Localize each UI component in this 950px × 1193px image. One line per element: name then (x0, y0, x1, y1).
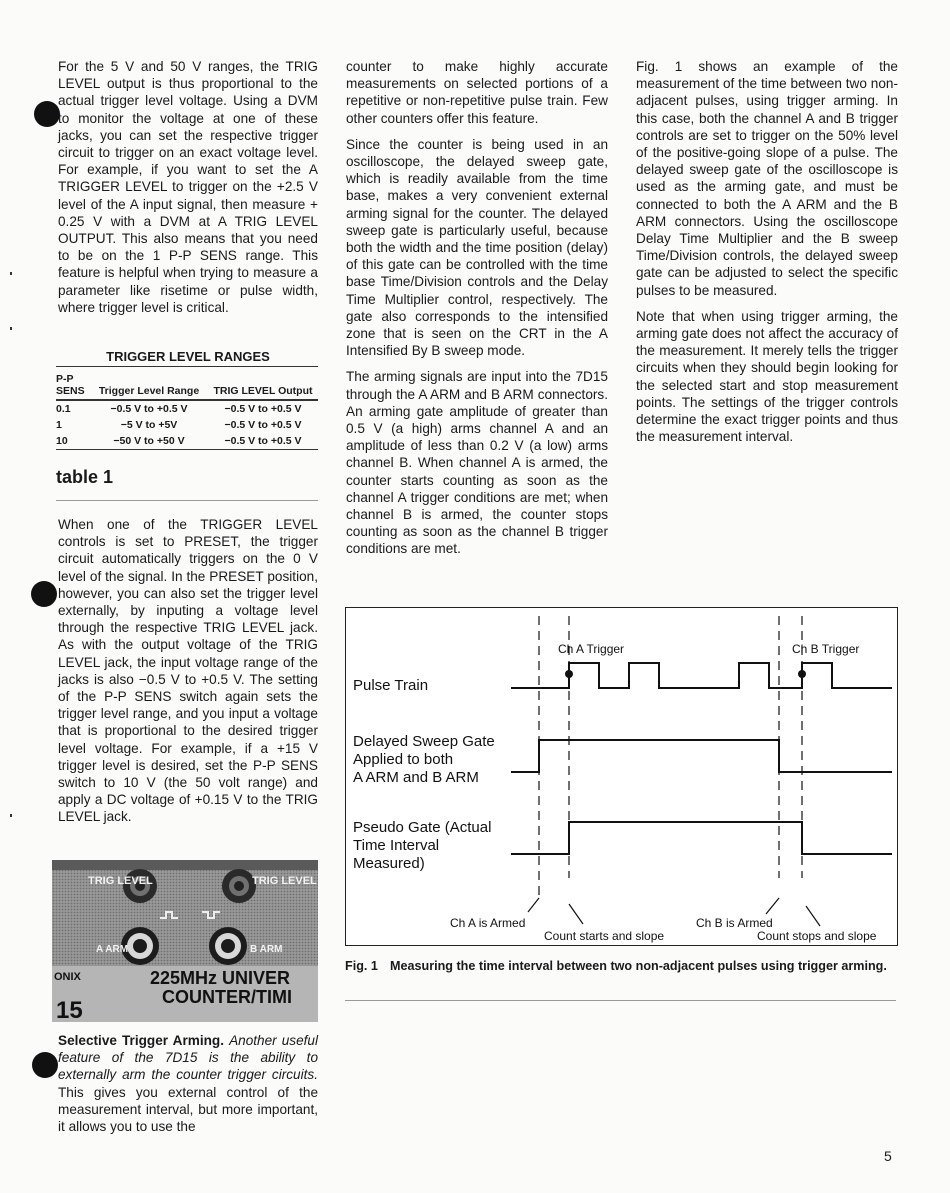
photo-product: COUNTER/TIMI (162, 987, 292, 1007)
pseudo-gate-label: Measured) (353, 855, 425, 872)
pseudo-gate-label: Pseudo Gate (Actual (353, 819, 492, 836)
delayed-sweep-gate-waveform (511, 740, 892, 772)
binder-hole (32, 1052, 58, 1078)
table-caption: table 1 (56, 467, 114, 487)
table-cell: 1 (56, 419, 62, 431)
section-heading: Selective Trigger Arming. (58, 1033, 224, 1048)
delayed-sweep-gate-label: Delayed Sweep Gate (353, 733, 495, 750)
column-3 (636, 58, 898, 454)
paragraph: For the 5 V and 50 V ranges, the TRIG LEVEL output is thus proportional to the actual trigger level voltage. Using a DVM to monitor the voltage at one of these jacks, you can set the respective trigger circuit to trigger on an exact voltage level. For example, if you want to set the A TRIGGER LEVEL to trigger on the +2.5 V level of the A input signal, then measure + 0.25 V with a DVM at A TRIG LEVEL OUTPUT. This also means that you need to be on the 1 P-P SENS range. This feature is helpful when trying to measure a parameter like risetime or pulse width, where trigger level is critical. (58, 59, 318, 315)
pulse-train-label: Pulse Train (353, 677, 429, 694)
ch-a-armed-label: Ch A is Armed (450, 916, 526, 930)
figure-caption (345, 958, 900, 975)
paragraph: The arming signals are input into the 7D15 through the A ARM and B ARM connectors. An arming gate amplitude of greater than 0.5 V (a high) arms channel A and an amplitude of less than 0.2 V (a low) arms channel B. When channel A is armed, the counter starts counting as soon as the channel A trigger conditions are met; when channel B is armed, the counter stops counting as soon as the channel B trigger conditions are met. (346, 369, 608, 557)
delayed-sweep-gate-label: Applied to both (353, 751, 454, 768)
italic-text: Another useful feature of the 7D15 is the ability to externally arm the counter trigger circuits. (58, 1033, 319, 1083)
table-cell: −0.5 V to +0.5 V (224, 419, 302, 431)
photo-model: 15 (56, 997, 83, 1022)
column-1-bottom (58, 1032, 318, 1135)
photo-label: B ARM (250, 944, 283, 955)
divider (345, 1000, 896, 1001)
ch-a-trigger-label: Ch A Trigger (558, 642, 625, 656)
table-row (56, 433, 318, 450)
photo-label: A ARM (96, 944, 129, 955)
table-cell: 10 (56, 433, 90, 450)
photo-product: 225MHz UNIVER (150, 968, 291, 988)
delayed-sweep-gate-label: A ARM and B ARM (353, 769, 479, 786)
page-number: 5 (884, 1148, 892, 1164)
table-header-row (56, 367, 318, 401)
column-1 (58, 58, 318, 325)
column-2 (346, 58, 608, 567)
trigger-point-a (565, 670, 573, 678)
figure-number: Fig. 1 (345, 959, 378, 973)
paragraph: When one of the TRIGGER LEVEL controls is set to PRESET, the trigger circuit automatically triggers on the 0 V level of the signal. In the PRESET position, however, you can also set the trigger level externally, by inputing a voltage level through the respective TRIG LEVEL jack. As with the output voltage of the TRIG LEVEL jack, the input voltage range of the jacks is also −0.5 V to +0.5 V. The setting of the P-P SENS switch again sets the trigger level range, and you input a voltage that is proportional to the desired trigger level voltage. For example, if a +15 V trigger level is desired, set the P-P SENS switch to 10 V (the 50 volt range) and apply a DC voltage of +0.15 V to the TRIG LEVEL jack. (58, 517, 318, 825)
timing-diagram (345, 607, 898, 946)
column-1-continued (58, 516, 318, 835)
table-row (56, 417, 318, 433)
count-stops-label: Count stops and slope (757, 929, 877, 943)
paragraph: Note that when using trigger arming, the arming gate does not affect the accuracy of the measurement. It merely tells the trigger circuits when they should begin looking for the selected start and stop measurement points. The settings of the trigger controls determine the exact trigger points and thus the measurement interval. (636, 308, 898, 445)
table-cell: −0.5 V to +0.5 V (224, 403, 302, 415)
photo-brand: ONIX (54, 971, 81, 983)
pseudo-gate-label: Time Interval (353, 837, 440, 854)
figure-caption-text: Measuring the time interval between two non-adjacent pulses using trigger arming. (390, 959, 887, 973)
ch-b-armed-label: Ch B is Armed (696, 916, 773, 930)
photo-label: TRIG LEVEL (252, 875, 317, 887)
photo-label: TRIG LEVEL (88, 875, 153, 887)
ch-b-trigger-label: Ch B Trigger (792, 642, 860, 656)
table-cell: −50 V to +50 V (90, 433, 208, 450)
pseudo-gate-waveform (511, 822, 892, 854)
margin-mark (10, 272, 12, 275)
paragraph: counter to make highly accurate measurements on selected portions of a repetitive or non-repetitive pulse train. Few other counters offer this feature. (346, 59, 608, 126)
paragraph: This gives you external control of the measurement interval, but more important, it allows you to use the (58, 1084, 318, 1135)
margin-mark (10, 814, 12, 817)
divider (56, 500, 318, 501)
table-row (56, 400, 318, 417)
binder-hole (31, 581, 57, 607)
binder-hole (34, 101, 60, 127)
paragraph: Fig. 1 shows an example of the measurement of the time between two non-adjacent pulses, using trigger arming. In this case, both the channel A and B trigger controls are set to trigger on the 50% level of the positive-going slope of a pulse. The delayed sweep gate of the oscilloscope is used as the arming gate, and must be connected to both the A ARM and the B ARM connectors. Using the oscilloscope Delay Time Multiplier and the B sweep Time/Division controls, the delayed sweep gate can be adjusted to select the specific pulses to be measured. (636, 59, 898, 298)
trigger-level-table (56, 366, 318, 450)
table-header: TRIG LEVEL Output (208, 367, 318, 401)
table-title: TRIGGER LEVEL RANGES (106, 349, 270, 364)
paragraph: Since the counter is being used in an oscilloscope, the delayed sweep gate, which is readily available from the time base, makes a very convenient external arming signal for the counter. The delayed sweep gate is particularly useful, because both the width and the time position (delay) of this gate can be controlled with the time base Time/Division controls and the Delay Time Multiplier control, respectively. The gate also corresponds to the intensified zone that is seen on the CRT in the A Intensified By B sweep mode. (346, 136, 608, 359)
trigger-point-b (798, 670, 806, 678)
table-cell: 0.1 (56, 403, 71, 415)
table-cell: −0.5 V to +0.5 V (110, 403, 188, 415)
table-cell: −0.5 V to +0.5 V (208, 433, 318, 450)
instrument-photo (52, 860, 318, 1022)
count-starts-label: Count starts and slope (544, 929, 665, 943)
margin-mark (10, 327, 12, 330)
table-cell: −5 V to +5V (120, 419, 178, 431)
table-header: P-P SENS (56, 367, 90, 401)
table-header: Trigger Level Range (90, 367, 208, 401)
